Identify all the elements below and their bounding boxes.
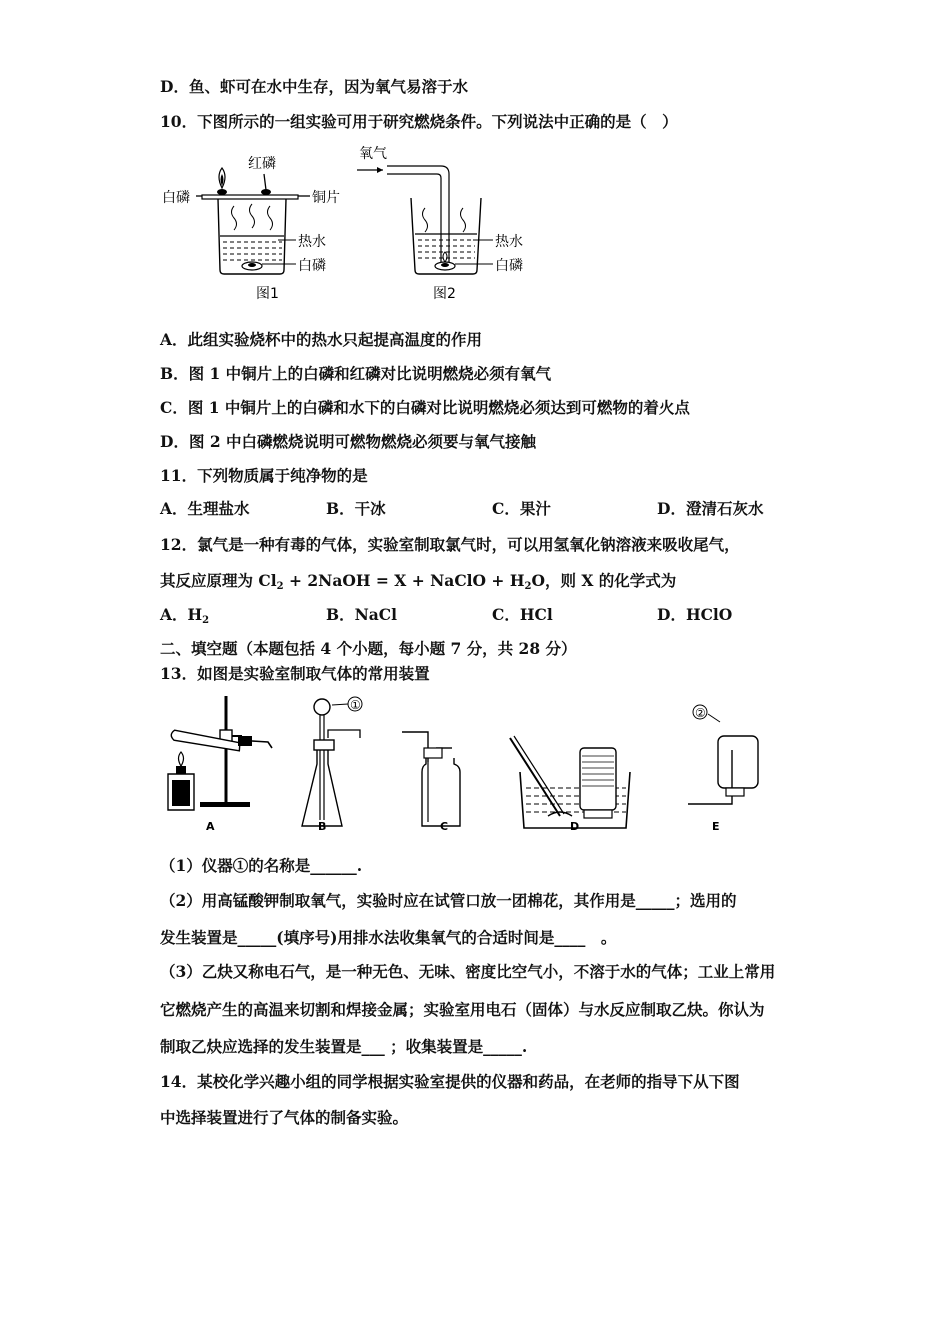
figure-1-combustion-copper	[160, 146, 350, 306]
fig1-caption: 图1	[256, 286, 279, 302]
q13-apparatus-figure	[160, 692, 760, 837]
apparatus-c	[402, 732, 460, 826]
q12-option-a: A．$H_2$	[160, 605, 210, 626]
q11-stem: 11．下列物质属于纯净物的是	[160, 466, 368, 485]
q10-option-a: A．此组实验烧杯中的热水只起提高温度的作用	[160, 330, 483, 349]
fig2-label-white-phosphorus: 白磷	[495, 258, 523, 274]
q13-part3-line2: 它燃烧产生的高温来切割和焊接金属；实验室用电石（固体）与水反应制取乙炔。你认为	[160, 1000, 765, 1019]
apparatus-b	[302, 697, 362, 826]
q12-option-d: D．HClO	[657, 605, 733, 624]
fig1-label-red-phosphorus: 红磷	[248, 156, 276, 172]
fig1-label-white-phosphorus-left: 白磷	[162, 190, 190, 206]
q13-stem: 13．如图是实验室制取气体的常用装置	[160, 664, 430, 683]
fig1-label-copper: 铜片	[312, 190, 340, 206]
q12-stem-line2: 其反应原理为 $Cl_2$ + 2NaOH = X + NaClO + $H_2O$，则 X 的化学式为	[160, 571, 677, 592]
apparatus-e	[688, 705, 758, 804]
q13-part2-line2: 发生装置是_____(填序号)用排水法收集氧气的合适时间是____ 。	[160, 928, 617, 947]
label-a: A	[206, 820, 215, 833]
fig1-label-white-phosphorus-bottom: 白磷	[298, 258, 326, 274]
marker-1: ①	[350, 698, 361, 712]
q14-line1: 14．某校化学兴趣小组的同学根据实验室提供的仪器和药品，在老师的指导下从下图	[160, 1072, 740, 1091]
q11-option-c: C．果汁	[492, 499, 551, 518]
q14-line2: 中选择装置进行了气体的制备实验。	[160, 1108, 409, 1127]
label-b: B	[318, 820, 327, 833]
label-c: C	[440, 820, 449, 833]
label-d: D	[570, 820, 580, 833]
q12-option-c: C．HCl	[492, 605, 553, 624]
marker-2: ②	[695, 706, 706, 720]
q11-option-a: A．生理盐水	[160, 499, 250, 518]
fig1-label-hot-water: 热水	[298, 234, 326, 250]
apparatus-a	[168, 696, 272, 810]
q10-option-b: B．图 1 中铜片上的白磷和红磷对比说明燃烧必须有氧气	[160, 364, 552, 383]
q13-part3-line1: （3）乙炔又称电石气，是一种无色、无味、密度比空气小，不溶于水的气体；工业上常用	[160, 962, 776, 981]
section-2-heading: 二、填空题（本题包括 4 个小题，每小题 7 分，共 28 分）	[160, 639, 577, 658]
apparatus-d	[510, 736, 630, 828]
q12-stem-line1: 12．氯气是一种有毒的气体，实验室制取氯气时，可以用氢氧化钠溶液来吸收尾气，	[160, 535, 740, 554]
q13-part3-line3: 制取乙炔应选择的发生装置是___ ；收集装置是_____.	[160, 1037, 528, 1056]
q13-part1: （1）仪器①的名称是______.	[160, 856, 363, 875]
label-e: E	[712, 820, 720, 833]
q9-option-d: D．鱼、虾可在水中生存，因为氧气易溶于水	[160, 77, 468, 96]
q10-option-c: C．图 1 中铜片上的白磷和水下的白磷对比说明燃烧必须达到可燃物的着火点	[160, 398, 690, 417]
q11-option-b: B．干冰	[326, 499, 386, 518]
fig2-label-hot-water: 热水	[495, 234, 523, 250]
fig2-label-oxygen: 氧气	[359, 146, 387, 162]
q13-part2-line1: （2）用高锰酸钾制取氧气，实验时应在试管口放一团棉花，其作用是_____；选用的	[160, 891, 737, 910]
q10-option-d: D．图 2 中白磷燃烧说明可燃物燃烧必须要与氧气接触	[160, 432, 537, 451]
fig2-caption: 图2	[433, 286, 456, 302]
q10-stem: 10．下图所示的一组实验可用于研究燃烧条件。下列说法中正确的是（ ）	[160, 112, 678, 131]
figure-2-combustion-oxygen	[355, 140, 555, 306]
q12-option-b: B．NaCl	[326, 605, 398, 624]
q11-option-d: D．澄清石灰水	[657, 499, 764, 518]
